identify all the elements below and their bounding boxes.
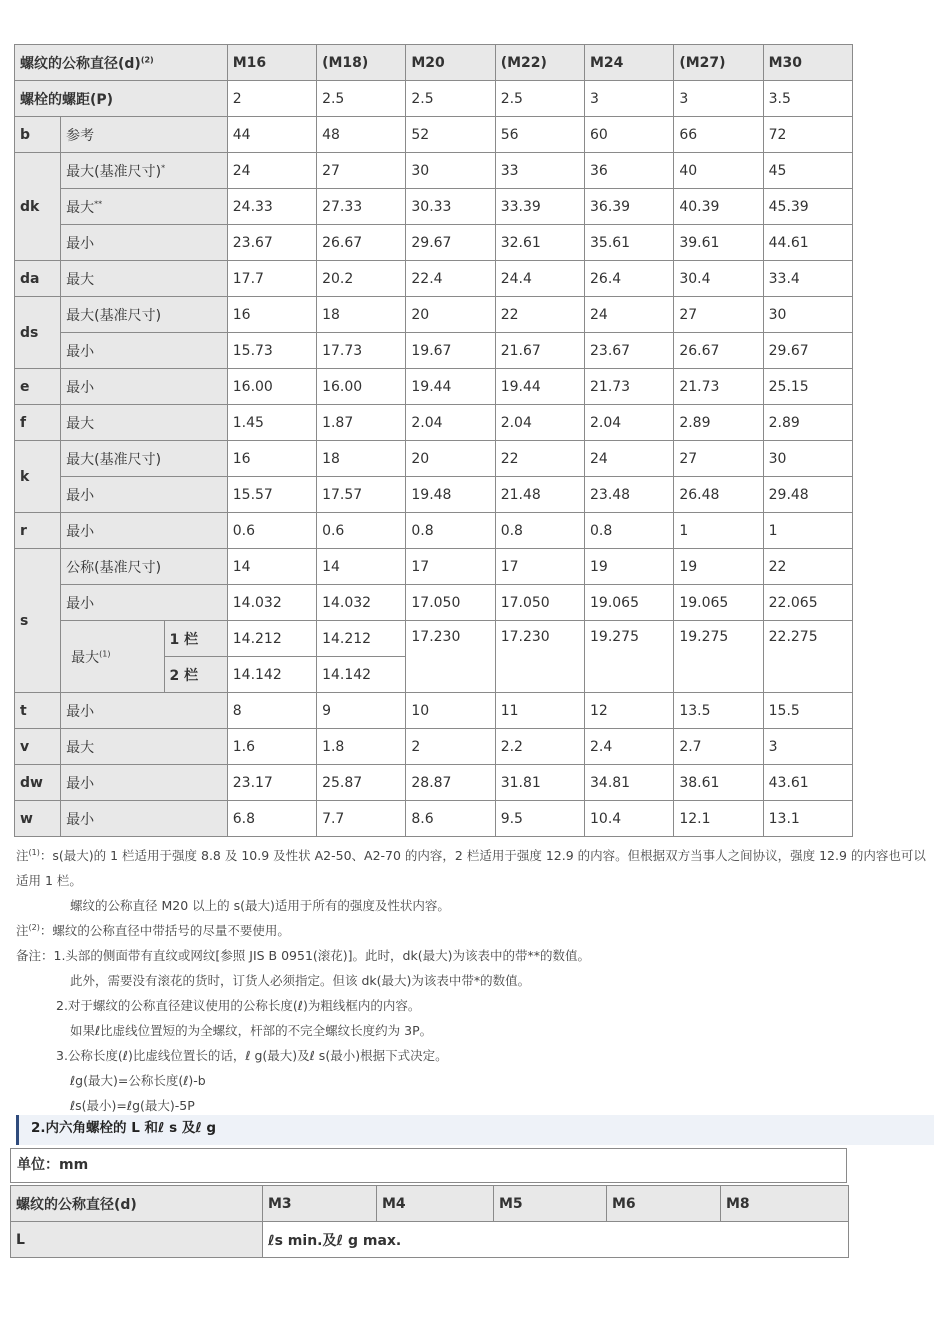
table-row [15,729,853,765]
cell: 72 [763,117,852,153]
header-note-sup: (2) [140,54,154,64]
header-label: 螺纹的公称直径(d) [20,55,141,72]
cell: 11 [495,693,584,729]
cell: 14.032 [317,585,406,621]
symbol-cell: r [15,513,61,549]
size-header: M8 [721,1186,849,1222]
sub-label-cell [61,153,228,189]
cell: 43.61 [763,765,852,801]
cell: 16.00 [227,369,316,405]
cell: 30 [763,441,852,477]
note-sup: (2) [28,922,40,932]
cell: 16 [227,441,316,477]
cell: 45 [763,153,852,189]
cell: 38.61 [674,765,763,801]
table-row [15,513,853,549]
table-row [15,441,853,477]
cell: 6.8 [227,801,316,837]
unit-label: 单位：mm [10,1148,847,1183]
cell: 35.61 [585,225,674,261]
cell: 13.1 [763,801,852,837]
sub-label: 最大 [71,649,100,666]
cell: 12.1 [674,801,763,837]
header-row [11,1186,849,1222]
size-header: (M27) [674,45,763,81]
formula-2: ℓs(最小)=ℓg(最大)-5P [70,1098,195,1113]
cell: 24 [585,441,674,477]
cell: 14.212 [317,621,406,657]
cell: 2.7 [674,729,763,765]
size-header: M3 [263,1186,377,1222]
cell: 17.230 [406,621,495,693]
symbol-cell: dk [15,153,61,261]
sub-label: 公称(基准尺寸) [61,549,228,585]
cell: 40 [674,153,763,189]
cell: 10 [406,693,495,729]
cell: 19.275 [674,621,763,693]
sub-label-sup: * [161,162,166,172]
size-header: (M18) [317,45,406,81]
table-row [15,477,853,513]
cell: 30 [763,297,852,333]
cell: 27 [317,153,406,189]
symbol-cell: t [15,693,61,729]
cell: 44 [227,117,316,153]
size-header: (M22) [495,45,584,81]
cell: 17.050 [406,585,495,621]
cell: 9.5 [495,801,584,837]
sub-label-cell [61,189,228,225]
cell: 19.48 [406,477,495,513]
cell: 9 [317,693,406,729]
cell: 2.4 [585,729,674,765]
cell: 27 [674,441,763,477]
remark-2-line-2: 如果ℓ比虚线位置短的为全螺纹，杆部的不完全螺纹长度约为 3P。 [70,1023,433,1038]
cell: 12 [585,693,674,729]
sub-label: 参考 [61,117,228,153]
symbol-cell: da [15,261,61,297]
size-header: M30 [763,45,852,81]
cell: 1 [763,513,852,549]
cell: 17.73 [317,333,406,369]
header-label-cell [15,45,228,81]
cell: 22.065 [763,585,852,621]
sub-label: 最小 [61,369,228,405]
cell: 19.44 [406,369,495,405]
cell: 26.67 [674,333,763,369]
cell: 32.61 [495,225,584,261]
cell: 19.065 [674,585,763,621]
cell: 17.57 [317,477,406,513]
note-prefix: 注 [16,923,29,938]
table-row [15,297,853,333]
sub-label: 最小 [61,477,228,513]
cell: 2.5 [406,81,495,117]
sub-label: 最大 [61,729,228,765]
table-row [15,225,853,261]
cell: 23.67 [585,333,674,369]
table-row [15,585,853,621]
cell: 2.2 [495,729,584,765]
section-heading: 2.内六角螺栓的 L 和ℓ s 及ℓ g [16,1115,934,1145]
remark-2: 2.对于螺纹的公称直径建议使用的公称长度(ℓ)为粗线框内的内容。 [56,998,421,1013]
table-row [15,117,853,153]
symbol-cell: b [15,117,61,153]
cell: 19.44 [495,369,584,405]
sub-label-cell [61,621,164,693]
cell: 18 [317,297,406,333]
cell: 23.17 [227,765,316,801]
table-row [15,405,853,441]
cell: 7.7 [317,801,406,837]
sub-label: 最小 [61,801,228,837]
cell: 3 [585,81,674,117]
note-1 [16,843,938,893]
cell: 24 [585,297,674,333]
cell: 0.6 [227,513,316,549]
cell: 3 [763,729,852,765]
cell: 24.4 [495,261,584,297]
cell: 15.73 [227,333,316,369]
sub-label: 最小 [61,333,228,369]
column-label: 1 栏 [164,621,227,657]
cell: 0.8 [585,513,674,549]
cell: 2.5 [317,81,406,117]
sub-label: 最大(基准尺寸) [61,297,228,333]
sub-label: 最大 [66,199,95,216]
cell: 8 [227,693,316,729]
cell: 22 [495,297,584,333]
cell: 25.15 [763,369,852,405]
cell: 21.67 [495,333,584,369]
cell: 27 [674,297,763,333]
cell: 30.33 [406,189,495,225]
symbol-cell: v [15,729,61,765]
cell: 0.6 [317,513,406,549]
cell: 22.275 [763,621,852,693]
sub-label: 最小 [61,513,228,549]
cell: 30 [406,153,495,189]
cell: 21.73 [585,369,674,405]
cell: 33 [495,153,584,189]
cell: 19.275 [585,621,674,693]
cell: 56 [495,117,584,153]
table-row [15,801,853,837]
row-label: 螺栓的螺距(P) [15,81,228,117]
cell: 36 [585,153,674,189]
cell: 16.00 [317,369,406,405]
symbol-cell: ds [15,297,61,369]
cell: 1.87 [317,405,406,441]
cell: 13.5 [674,693,763,729]
symbol-cell: f [15,405,61,441]
cell: 40.39 [674,189,763,225]
cell: 15.5 [763,693,852,729]
cell: 36.39 [585,189,674,225]
symbol-cell: e [15,369,61,405]
cell: 16 [227,297,316,333]
cell: 1.8 [317,729,406,765]
cell: 25.87 [317,765,406,801]
header-row [15,45,853,81]
cell: 19 [585,549,674,585]
sub-label-sup: (1) [99,648,111,658]
sub-label: 最大(基准尺寸) [61,441,228,477]
note-sup: (1) [28,847,40,857]
cell: 20.2 [317,261,406,297]
table-row [15,261,853,297]
cell: 14.142 [227,657,316,693]
cell: 2.04 [406,405,495,441]
table-row [15,81,853,117]
cell: 29.67 [406,225,495,261]
cell: 1 [674,513,763,549]
cell: 22 [495,441,584,477]
size-header: M5 [494,1186,607,1222]
cell: 66 [674,117,763,153]
cell: 0.8 [406,513,495,549]
row-value: ℓs min.及ℓ g max. [263,1222,849,1258]
size-header: M20 [406,45,495,81]
sub-label: 最小 [61,225,228,261]
table-row [15,153,853,189]
cell: 2.04 [495,405,584,441]
table-row [15,621,853,657]
symbol-cell: s [15,549,61,693]
cell: 20 [406,297,495,333]
remark-1-line-2: 此外，需要没有滚花的货时，订货人必须指定。但该 dk(最大)为该表中带*的数值。 [70,973,531,988]
cell: 1.45 [227,405,316,441]
cell: 19.065 [585,585,674,621]
cell: 14.142 [317,657,406,693]
symbol-cell: k [15,441,61,513]
cell: 2 [406,729,495,765]
cell: 52 [406,117,495,153]
column-label: 2 栏 [164,657,227,693]
cell: 23.67 [227,225,316,261]
cell: 23.48 [585,477,674,513]
size-header: M6 [607,1186,721,1222]
size-header: M24 [585,45,674,81]
symbol-cell: w [15,801,61,837]
cell: 26.67 [317,225,406,261]
cell: 14.032 [227,585,316,621]
table-row [15,333,853,369]
cell: 21.73 [674,369,763,405]
cell: 24.33 [227,189,316,225]
remark-1: 备注：1.头部的侧面带有直纹或网纹[参照 JIS B 0951(滚花)]。此时，dk(最大)为该表中的带**的数值。 [16,948,590,963]
note-prefix: 注 [16,848,29,863]
table-row [15,765,853,801]
cell: 2.89 [674,405,763,441]
cell: 2.04 [585,405,674,441]
note-2 [16,918,938,943]
cell: 17.230 [495,621,584,693]
cell: 2.5 [495,81,584,117]
cell: 22 [763,549,852,585]
remark-3: 3.公称长度(ℓ)比虚线位置长的话，ℓ g(最大)及ℓ s(最小)根据下式决定。 [56,1048,448,1063]
note-text: ：螺纹的公称直径中带括号的尽量不要使用。 [39,923,290,938]
size-header: M16 [227,45,316,81]
sub-label: 最小 [61,693,228,729]
cell: 8.6 [406,801,495,837]
table-row [15,369,853,405]
cell: 31.81 [495,765,584,801]
notes-section [16,843,938,1118]
size-header: M4 [377,1186,494,1222]
cell: 45.39 [763,189,852,225]
cell: 15.57 [227,477,316,513]
cell: 22.4 [406,261,495,297]
note-1-line-2: 螺纹的公称直径 M20 以上的 s(最大)适用于所有的强度及性状内容。 [70,898,450,913]
sub-label: 最大(基准尺寸) [66,163,162,180]
cell: 17 [495,549,584,585]
cell: 60 [585,117,674,153]
cell: 29.67 [763,333,852,369]
cell: 14 [227,549,316,585]
sub-label: 最小 [61,765,228,801]
table-row [15,693,853,729]
cell: 30.4 [674,261,763,297]
cell: 26.48 [674,477,763,513]
table-row [11,1222,849,1258]
table-row [15,549,853,585]
cell: 28.87 [406,765,495,801]
sub-label: 最小 [61,585,228,621]
cell: 33.4 [763,261,852,297]
cell: 14 [317,549,406,585]
cell: 1.6 [227,729,316,765]
symbol-cell: dw [15,765,61,801]
cell: 17.050 [495,585,584,621]
cell: 17.7 [227,261,316,297]
cell: 34.81 [585,765,674,801]
cell: 3 [674,81,763,117]
cell: 27.33 [317,189,406,225]
cell: 19 [674,549,763,585]
cell: 10.4 [585,801,674,837]
table-row [15,189,853,225]
row-label: L [11,1222,263,1258]
cell: 17 [406,549,495,585]
cell: 2 [227,81,316,117]
cell: 3.5 [763,81,852,117]
cell: 24 [227,153,316,189]
cell: 21.48 [495,477,584,513]
cell: 39.61 [674,225,763,261]
cell: 29.48 [763,477,852,513]
cell: 20 [406,441,495,477]
header-label: 螺纹的公称直径(d) [11,1186,263,1222]
bolt-table [10,1185,849,1258]
spec-table [14,44,853,837]
cell: 18 [317,441,406,477]
cell: 19.67 [406,333,495,369]
formula-1: ℓg(最大)=公称长度(ℓ)-b [70,1073,206,1088]
cell: 44.61 [763,225,852,261]
cell: 0.8 [495,513,584,549]
note-text: ：s(最大)的 1 栏适用于强度 8.8 及 10.9 及性状 A2-50、A2-70 的内容，2 栏适用于强度 12.9 的内容。但根据双方当事人之间协议，强度 12.9 的内容也可以适用 1 栏。 [16,848,926,888]
sub-label-sup: ** [94,198,103,208]
cell: 26.4 [585,261,674,297]
cell: 33.39 [495,189,584,225]
cell: 48 [317,117,406,153]
cell: 14.212 [227,621,316,657]
sub-label: 最大 [61,261,228,297]
sub-label: 最大 [61,405,228,441]
cell: 2.89 [763,405,852,441]
